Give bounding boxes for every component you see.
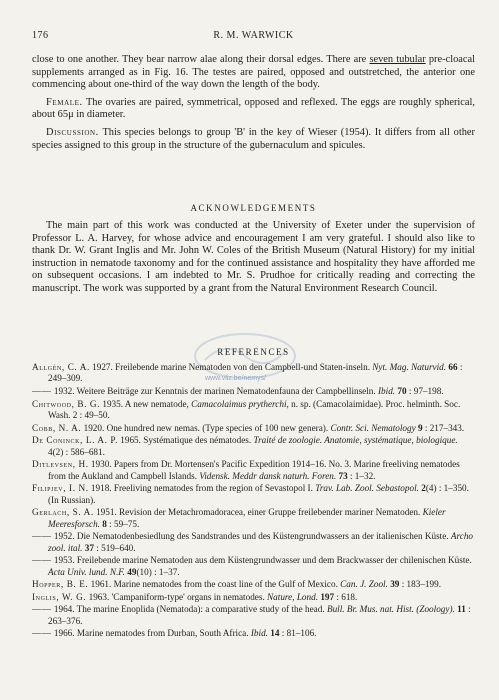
reference-pages: : 618.: [334, 591, 358, 602]
reference-pages: , n. sp. (Camacolaimidae). Proc. helminth. Soc. Wash. 2 : 49–50.: [48, 398, 461, 420]
reference-journal: Ibid.: [250, 628, 268, 639]
reference-volume: 49: [124, 566, 137, 577]
reference-pages: 4(2) : 586–681.: [48, 446, 105, 457]
underlined-text: seven tubular: [369, 54, 426, 65]
reference-journal: Camacolaimus prytherchi: [191, 398, 287, 409]
reference-volume: 8: [99, 518, 107, 529]
reference-author: Filipjev, I. N.: [32, 483, 89, 494]
reference-author: ——: [32, 555, 52, 566]
reference-volume: 39: [387, 579, 400, 590]
reference-pages: (10) : 1–37.: [136, 566, 180, 577]
paragraph-female: Female. The ovaries are paired, symmetrical, opposed and reflexed. The eggs are roughly spherical, about 65μ in diameter.: [32, 96, 475, 121]
reference-author: De Coninck, L. A. P.: [32, 435, 118, 446]
reference-body: 1963. 'Campaniform-type' organs in nematodes.: [86, 591, 268, 602]
reference-volume: 14: [267, 628, 280, 639]
reference-journal: Archo zool. ital.: [48, 531, 474, 553]
reference-entry: [32, 507, 475, 530]
reference-author: ——: [32, 386, 52, 396]
reference-journal: Nyt. Mag. Naturvid.: [372, 362, 447, 372]
section-label-discussion: Discussion.: [46, 126, 99, 138]
reference-pages: : 183–199.: [399, 579, 441, 590]
reference-entry: [32, 592, 475, 603]
reference-journal: Nature, Lond.: [267, 591, 319, 602]
acknowledgements-heading: ACKNOWLEDGEMENTS: [190, 203, 317, 213]
running-header: [32, 30, 475, 44]
references-heading: REFERENCES: [217, 347, 290, 357]
reference-entry: [32, 628, 475, 639]
reference-pages: : 59–75.: [106, 518, 140, 529]
page-number: 176: [32, 30, 49, 41]
reference-journal: Vidensk. Meddr dansk naturh. Foren.: [199, 470, 337, 481]
reference-author: Ditlevsen, H.: [32, 459, 89, 470]
reference-entry: [32, 399, 475, 422]
reference-body: 1951. Revision der Metachromadoracea, einer Gruppe freilebender mariner Nematoden.: [93, 507, 423, 518]
reference-body: 1965. Systématique des nématodes.: [117, 435, 254, 446]
reference-pages: : 249–309.: [48, 362, 463, 384]
reference-entry: [32, 386, 475, 397]
reference-pages: : 81–106.: [279, 628, 317, 639]
reference-volume: 11: [454, 604, 466, 615]
reference-volume: 73: [336, 470, 348, 481]
reference-body: 1964. The marine Enoplida (Nematoda): a comparative study of the head.: [51, 604, 327, 615]
watermark-url: www.vliz.be/nemys/: [205, 375, 267, 382]
reference-entry: [32, 531, 475, 554]
reference-entry: [32, 459, 475, 482]
acknowledgements-text: The main part of this work was conducted at the University of Exeter under the supervision of Professor L. A. Harvey, for whose advice and encouragement I am very grateful. I should also like to thank Dr. W. Grant Inglis and Mr. John W. Coles of the British Museum (Natural History) for my initial instruction in nematode taxonomy and for the continued assistance and hospitality they have afforded me on subsequent occasions. I am indebted to Mr. S. Prudhoe for critically reading and correcting the manuscript. The work was supported by a grant from the Natural Environment Research Council.: [32, 220, 475, 294]
reference-body: 1935. A new nematode,: [100, 398, 192, 409]
reference-entry: [32, 483, 475, 506]
reference-journal: Traité de zoologie. Anatomie, systématique, biologique.: [253, 435, 458, 446]
reference-author: ——: [32, 604, 52, 615]
reference-volume: 70: [395, 386, 407, 396]
reference-body: 1952. Die Nematodenbesiedlung des Sandstrandes und des Küstengrundwassers an der italienischen Küste.: [51, 531, 451, 542]
reference-entry: [32, 579, 475, 590]
reference-entry: [32, 423, 475, 434]
running-author: R. M. WARWICK: [213, 30, 294, 41]
reference-entry: [32, 555, 475, 578]
reference-author: Allgén, C. A.: [32, 362, 90, 372]
reference-author: ——: [32, 628, 52, 639]
section-label-female: Female.: [46, 96, 83, 108]
reference-body: 1966. Marine nematodes from Durban, South Africa.: [51, 628, 251, 639]
reference-volume: 66: [446, 362, 458, 372]
reference-pages: (4) : 1–350. (In Russian).: [48, 483, 469, 505]
reference-author: ——: [32, 531, 52, 542]
reference-volume: 37: [82, 542, 94, 553]
paragraph-discussion: Discussion. This species belongs to group 'B' in the key of Wieser (1954). It differs from all other species assigned to this group in the structure of the gubernaculum and spicules.: [32, 126, 475, 151]
reference-journal: Kieler Meeresforsch.: [48, 507, 446, 529]
paragraph-males: close to one another. They bear narrow alae along their dorsal edges. There are seven tubular pre-cloacal supplements arranged as in Fig. 16. The testes are paired, opposed and outstretched, the anterior one commencing about one-third of the way down the length of the body.: [32, 54, 476, 91]
reference-body: 1953. Freilebende marine Nematoden aus dem Küstengrundwasser und dem Brackwasser der chilenischen Küste.: [51, 555, 472, 566]
description-text: [32, 54, 475, 152]
reference-pages: : 263–376.: [48, 604, 471, 626]
reference-author: Cobb, N. A.: [32, 422, 82, 433]
reference-volume: 2: [418, 483, 426, 494]
reference-pages: : 1–32.: [347, 470, 376, 481]
reference-list: [32, 362, 475, 641]
reference-author: Chitwood, B. G.: [32, 398, 101, 409]
reference-pages: : 519–640.: [93, 542, 136, 553]
reference-journal: Can. J. Zool.: [340, 579, 388, 590]
reference-journal: Trav. Lab. Zool. Sebastopol.: [315, 483, 419, 494]
reference-pages: : 217–343.: [422, 422, 465, 433]
reference-journal: Contr. Sci. Nematology: [330, 422, 416, 433]
reference-body: 1930. Papers from Dr. Mortensen's Pacific Expedition 1914–16. No. 3. Marine freeliving nematodes from the Aukland and Campbell Islands.: [48, 459, 460, 481]
reference-journal: Bull. Br. Mus. nat. Hist. (Zoology).: [326, 604, 455, 615]
reference-volume: 197: [318, 591, 335, 602]
reference-body: 1918. Freeliving nematodes from the region of Sevastopol I.: [88, 483, 316, 494]
reference-entry: [32, 362, 475, 385]
reference-body: 1961. Marine nematodes from the coast line of the Gulf of Mexico.: [88, 579, 341, 590]
reference-author: Gerlach, S. A.: [32, 507, 94, 518]
reference-journal: Acta Univ. lund. N.F.: [48, 566, 125, 577]
reference-author: Inglis, W. G.: [32, 591, 87, 602]
reference-body: 1920. One hundred new nemas. (Type species of 100 new genera).: [81, 422, 331, 433]
reference-entry: [32, 604, 475, 627]
reference-body: 1927. Freilebende marine Nematoden von den Campbell-und Staten-inseln.: [89, 362, 373, 372]
reference-journal: Ibid.: [378, 386, 396, 396]
reference-entry: [32, 435, 475, 458]
reference-volume: 9: [415, 422, 423, 433]
reference-author: Hopper, B. E.: [32, 579, 89, 590]
reference-pages: : 97–198.: [406, 386, 444, 396]
reference-body: 1932. Weitere Beiträge zur Kenntnis der marinen Nematodenfauna der Campbellinseln.: [51, 386, 378, 396]
